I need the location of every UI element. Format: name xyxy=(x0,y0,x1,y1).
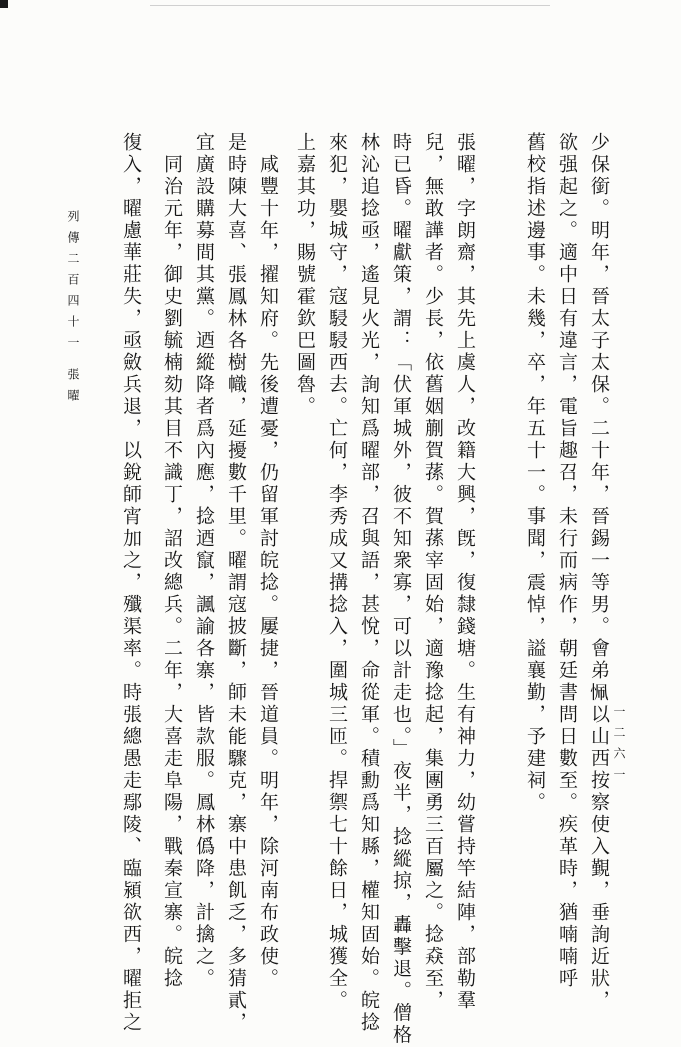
text-column-8: 林沁追捻亟，遙見火光，詢知爲曜部，召與語，甚悅，命從軍。積勳爲知縣，權知固始。皖捻 xyxy=(358,132,380,1034)
margin-page-number: 一二六一 xyxy=(612,705,626,789)
text-column-7: 時已昏。曜獻策，謂：「伏軍城外，彼不知衆寡，可以計走也。」夜半，捻縱掠，轟擊退。僧格 xyxy=(390,132,412,1047)
scan-top-edge xyxy=(150,5,550,6)
text-column-11: 咸豐十年，擢知府。先後遭憂，仍留軍討皖捻。屢捷，晉道員。明年，除河南布政使。 xyxy=(257,132,279,990)
text-column-14: 同治元年，御史劉毓楠劾其目不識丁，詔改總兵。二年，大喜走阜陽，戰秦宣寨。皖捻 xyxy=(161,132,183,990)
text-column-2: 欲强起之。適中日有違言，電旨趣召，未行而病作，朝廷書問日數至。疾革時，猶喃喃呼 xyxy=(556,132,578,990)
text-column-12: 是時陳大喜、張鳳林各樹幟，延擾數千里。曜謂寇披斷，師未能驟克，寨中患飢乏，多猜貳， xyxy=(225,132,247,1034)
text-column-15: 復入，曜慮華莊失，亟斂兵退，以銳師宵加之，殲渠率。時張總愚走鄢陵、臨潁欲西，曜拒之 xyxy=(120,132,142,1034)
text-column-1: 少保銜。明年，晉太子太保。二十年，晉錫一等男。會弟𢙜以山西按察使入覲，垂詢近狀， xyxy=(588,132,610,1012)
text-column-3: 舊校指述邊事。未幾，卒，年五十一。事聞，震悼，謚襄勤，予建祠。 xyxy=(524,132,546,814)
margin-subject-name: 張曜 xyxy=(66,368,80,410)
margin-chapter-label: 列傳二百四十一 xyxy=(66,210,80,357)
text-column-6: 兒，無敢譁者。少長，依舊姻蒯賀蓀。賀蓀宰固始，適豫捻起，集團勇三百屬之。捻猋至， xyxy=(422,132,444,1012)
scan-corner-mark xyxy=(0,0,8,8)
text-column-13: 宜廣設購募間其黨。迺縱降者爲內應，捻迺竄，諷諭各寨，皆款服。鳳林僞降，計擒之。 xyxy=(193,132,215,990)
text-column-5: 張曜，字朗齋，其先上虞人，改籍大興，旣，復隸錢塘。生有神力，幼嘗持竿結陣，部勒羣 xyxy=(454,132,476,1012)
text-column-10: 上嘉其功，賜號霍欽巴圖魯。 xyxy=(294,132,316,418)
text-column-9: 來犯，嬰城守，寇駸駸西去。亡何，李秀成又搆捻入，圍城三匝。捍禦七十餘日，城獲全。 xyxy=(326,132,348,1012)
